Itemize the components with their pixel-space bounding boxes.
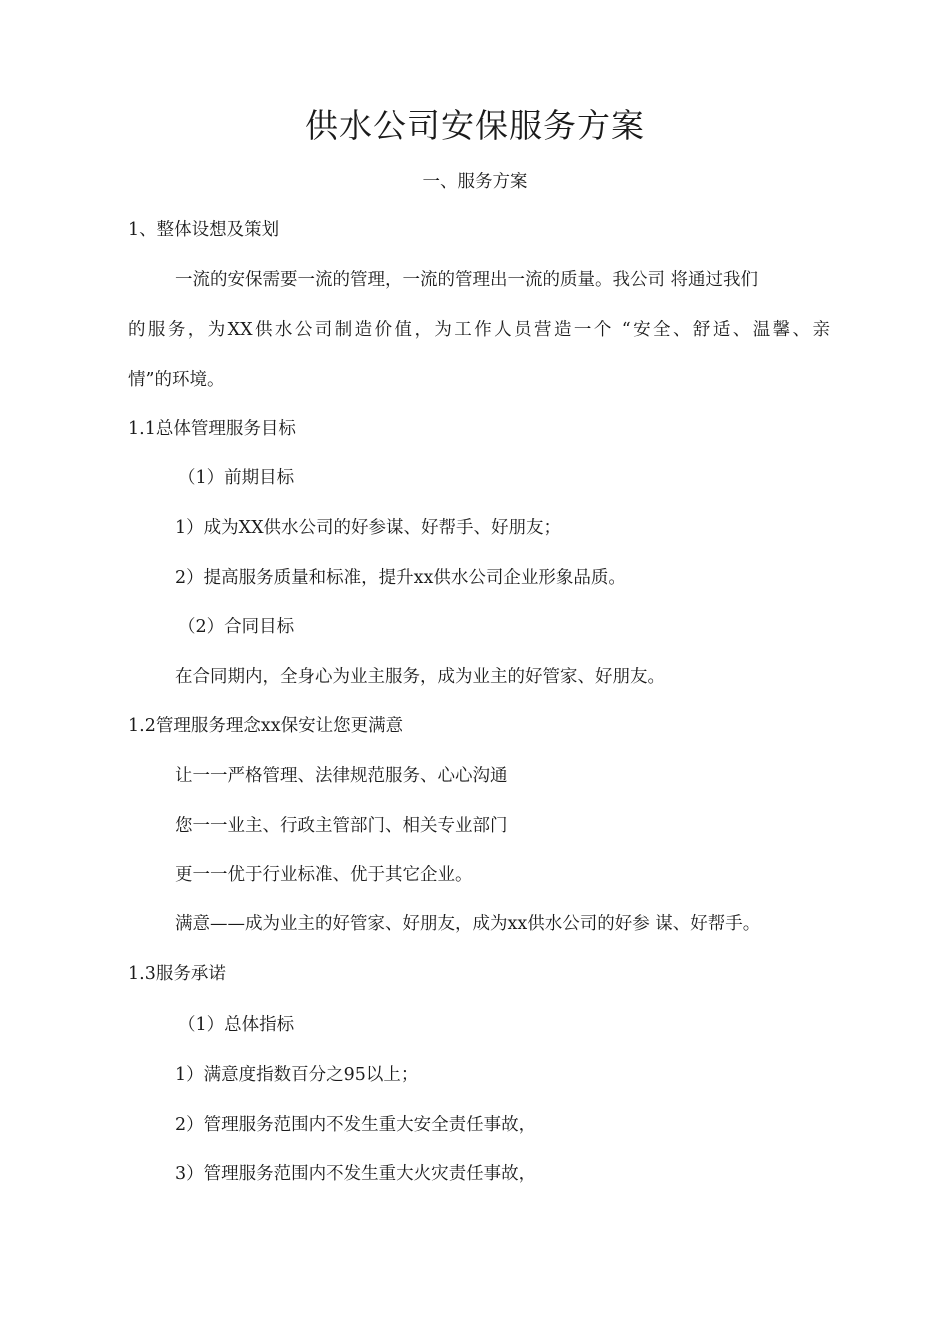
subheading: （1）总体指标 xyxy=(178,1015,295,1035)
list-item: 3）管理服务范围内不发生重大火灾责任事故， xyxy=(175,1164,537,1184)
heading-1-1: 1.1总体管理服务目标 xyxy=(128,419,296,439)
list-item: 您一一业主、行政主管部门、相关专业部门 xyxy=(175,816,508,836)
heading-1-2: 1.2管理服务理念xx保安让您更满意 xyxy=(128,716,404,736)
list-item: 2）管理服务范围内不发生重大安全责任事故， xyxy=(175,1115,537,1135)
section-heading: 一、服务方案 xyxy=(422,172,528,192)
list-item: 2）提高服务质量和标准，提升xx供水公司企业形象品质。 xyxy=(175,568,626,588)
list-item: 1）满意度指数百分之95以上； xyxy=(175,1065,419,1085)
list-item: 让一一严格管理、法律规范服务、心心沟通 xyxy=(175,766,508,786)
heading-1-3: 1.3服务承诺 xyxy=(128,964,226,984)
subheading: （2）合同目标 xyxy=(178,617,295,637)
document-title: 供水公司安保服务方案 xyxy=(305,106,645,145)
list-item: 更一一优于行业标准、优于其它企业。 xyxy=(175,865,473,885)
paragraph-line: 情”的环境。 xyxy=(128,370,225,390)
paragraph-line: 一流的安保需要一流的管理，一流的管理出一流的质量。我公司 将通过我们 xyxy=(175,270,759,290)
paragraph-line: 在合同期内，全身心为业主服务，成为业主的好管家、好朋友。 xyxy=(175,667,665,687)
list-item: 1）成为XX供水公司的好参谋、好帮手、好朋友； xyxy=(175,518,562,538)
heading-1: 1、整体设想及策划 xyxy=(128,220,280,240)
paragraph-line: 的服务，为XX供水公司制造价值，为工作人员营造一个 “安全、舒适、温馨、亲 xyxy=(128,320,830,340)
list-item: 满意——成为业主的好管家、好朋友，成为xx供水公司的好参 谋、好帮手。 xyxy=(175,914,761,934)
subheading: （1）前期目标 xyxy=(178,468,295,488)
